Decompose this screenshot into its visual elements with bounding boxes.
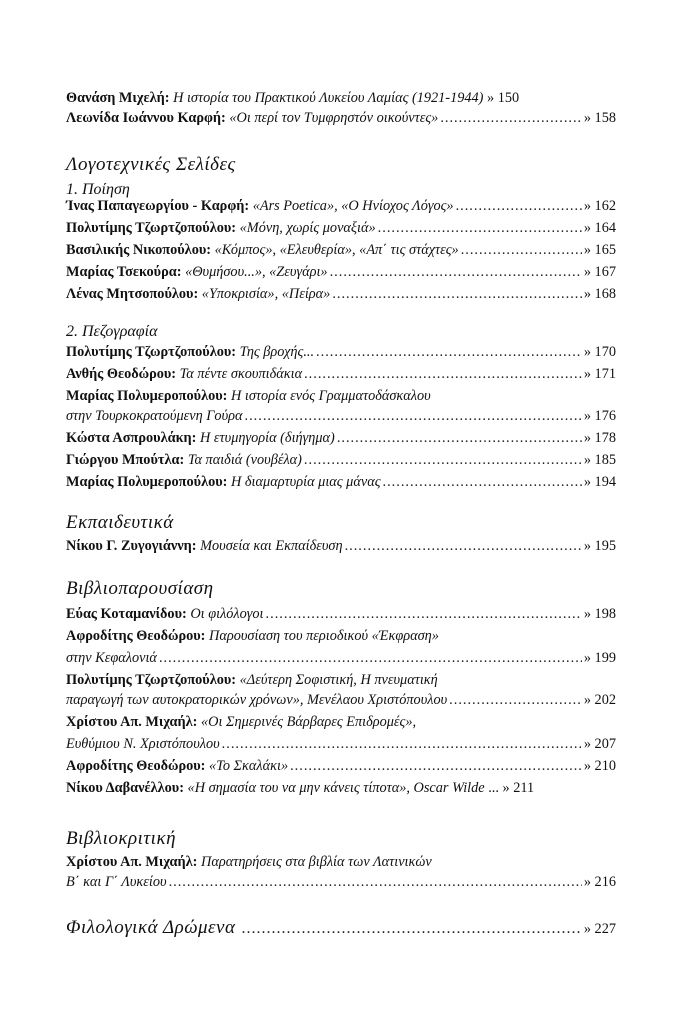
toc-entry — [66, 240, 616, 260]
entry-page: » 199 — [583, 650, 616, 666]
entry-author: Πολυτίμης Τζωρτζοπούλου: — [66, 344, 237, 360]
leader-dots — [304, 364, 582, 384]
entry-page: » 185 — [583, 452, 616, 468]
entry-page: » 171 — [583, 366, 616, 382]
toc-entry — [66, 604, 616, 624]
entry-page: » 207 — [583, 736, 616, 752]
entry-title-continuation: στην Κεφαλονιά — [66, 650, 157, 666]
toc-entry — [66, 262, 616, 282]
entry-author: Κώστα Ασπρουλάκη: — [66, 430, 197, 446]
entry-title: Η ιστορία του Πρακτικού Λυκείου Λαμίας (1921-1944) — [173, 90, 484, 106]
leader-dots — [290, 756, 582, 776]
entry-author: Μαρίας Πολυμεροπούλου: — [66, 474, 228, 490]
leader-dots — [241, 920, 581, 938]
entry-author: Λένας Μητσοπούλου: — [66, 286, 199, 302]
leader-dots — [169, 872, 582, 892]
toc-entry — [66, 756, 616, 776]
toc-entry — [66, 108, 616, 128]
toc-entry-continuation — [66, 406, 616, 426]
entry-title-continuation: Ευθύμιου Ν. Χριστόπουλου — [66, 736, 220, 752]
leader-dots — [378, 218, 582, 238]
entry-title-continuation: Β΄ και Γ΄ Λυκείου — [66, 874, 167, 890]
entry-author: Χρίστου Απ. Μιχαήλ: — [66, 854, 198, 870]
leader-dots — [337, 428, 582, 448]
toc-entry — [66, 386, 616, 406]
toc-entry — [66, 284, 616, 304]
entry-title: Μουσεία και Εκπαίδευση — [200, 538, 343, 554]
toc-entry — [66, 536, 616, 556]
toc-entry-continuation — [66, 872, 616, 892]
entry-page: » 167 — [583, 264, 616, 280]
entry-page: ... » 211 — [488, 780, 535, 796]
entry-author: Βασιλικής Νικοπούλου: — [66, 242, 212, 258]
toc-entry — [66, 218, 616, 238]
entry-title: Η ιστορία ενός Γραμματοδάσκαλου — [231, 388, 431, 404]
entry-title: Παρουσίαση του περιοδικού «Έκφραση» — [209, 628, 439, 644]
entry-title: «Το Σκαλάκι» — [209, 758, 289, 774]
leader-dots — [159, 648, 582, 668]
toc-entry — [66, 472, 616, 492]
entry-page: » 202 — [583, 692, 616, 708]
toc-entry — [66, 626, 616, 646]
entry-page: » 176 — [583, 408, 616, 424]
entry-page: » 150 — [487, 90, 520, 106]
toc-entry — [66, 196, 616, 216]
entry-author: Νίκου Γ. Ζυγογιάννη: — [66, 538, 197, 554]
entry-page: » 178 — [583, 430, 616, 446]
toc-entry-philological — [66, 917, 616, 939]
entry-page: » 162 — [583, 198, 616, 214]
leader-dots — [304, 450, 582, 470]
section-heading-education: Εκπαιδευτικά — [66, 512, 174, 533]
entry-author: Πολυτίμης Τζωρτζοπούλου: — [66, 220, 237, 236]
entry-page: » 165 — [583, 242, 616, 258]
subsection-heading-poetry: 1. Ποίηση — [66, 181, 130, 198]
entry-page: » 164 — [583, 220, 616, 236]
subsection-heading-prose: 2. Πεζογραφία — [66, 323, 158, 340]
entry-title: «Υποκρισία», «Πείρα» — [201, 286, 331, 302]
entry-title: «Η σημασία του να μην κάνεις τίποτα», Oscar Wilde — [187, 780, 485, 796]
entry-author: Πολυτίμης Τζωρτζοπούλου: — [66, 672, 237, 688]
leader-dots — [245, 406, 582, 426]
toc-entry-continuation — [66, 690, 616, 710]
leader-dots — [383, 472, 582, 492]
entry-author: Ίνας Παπαγεωργίου - Καρφή: — [66, 198, 250, 214]
entry-title: Τα πέντε σκουπιδάκια — [179, 366, 303, 382]
entry-title: «Μόνη, χωρίς μοναξιά» — [239, 220, 376, 236]
entry-page: » 216 — [583, 874, 616, 890]
entry-title-continuation: στην Τουρκοκρατούμενη Γούρα — [66, 408, 243, 424]
entry-author: Μαρίας Πολυμεροπούλου: — [66, 388, 228, 404]
section-heading-presentation: Βιβλιοπαρουσίαση — [66, 578, 214, 599]
entry-page: » 158 — [583, 110, 616, 126]
section-heading-literary: Λογοτεχνικές Σελίδες — [66, 154, 236, 175]
leader-dots — [440, 108, 582, 128]
entry-title: Οι φιλόλογοι — [190, 606, 264, 622]
toc-entry — [66, 364, 616, 384]
entry-author: Ανθής Θεοδώρου: — [66, 366, 177, 382]
leader-dots — [449, 690, 582, 710]
entry-author: Λεωνίδα Ιωάννου Καρφή: — [66, 110, 226, 126]
entry-author: Μαρίας Τσεκούρα: — [66, 264, 182, 280]
toc-entry — [66, 342, 616, 362]
entry-author: Εύας Κοταμανίδου: — [66, 606, 187, 622]
entry-title: Της βροχής... — [239, 344, 315, 360]
entry-author: Γιώργου Μπούτλα: — [66, 452, 185, 468]
entry-author: Χρίστου Απ. Μιχαήλ: — [66, 714, 198, 730]
entry-title: Η ετυμηγορία (διήγημα) — [199, 430, 335, 446]
entry-title: «Θυμήσου...», «Ζευγάρι» — [185, 264, 328, 280]
entry-title-continuation: παραγωγή των αυτοκρατορικών χρόνων», Μενέλαου Χριστόπουλου — [66, 692, 448, 708]
entry-page: » 210 — [583, 758, 616, 774]
toc-entry — [66, 712, 616, 732]
toc-entry-continuation — [66, 734, 616, 754]
entry-page: » 170 — [583, 344, 616, 360]
toc-entry — [66, 778, 616, 798]
leader-dots — [456, 196, 582, 216]
toc-entry — [66, 88, 616, 108]
section-heading-criticism: Βιβλιοκριτική — [66, 828, 176, 849]
entry-title: Η διαμαρτυρία μιας μάνας — [231, 474, 381, 490]
entry-title: Τα παιδιά (νουβέλα) — [187, 452, 302, 468]
leader-dots — [266, 604, 582, 624]
entry-page: » 194 — [583, 474, 616, 490]
leader-dots — [222, 734, 582, 754]
leader-dots — [461, 240, 582, 260]
leader-dots — [332, 284, 582, 304]
section-heading-philological: Φιλολογικά Δρώμενα — [66, 917, 236, 938]
entry-title: «Δεύτερη Σοφιστική, Η πνευματική — [239, 672, 438, 688]
entry-page: » 195 — [583, 538, 616, 554]
leader-dots — [345, 536, 582, 556]
toc-entry — [66, 852, 616, 872]
toc-entry — [66, 428, 616, 448]
entry-author: Νίκου Δαβανέλλου: — [66, 780, 184, 796]
entry-page: » 168 — [583, 286, 616, 302]
leader-dots — [316, 342, 582, 362]
entry-page: » 227 — [583, 921, 616, 937]
toc-entry — [66, 450, 616, 470]
entry-title: «Ars Poetica», «Ο Ηνίοχος Λόγος» — [252, 198, 454, 214]
entry-author: Αφροδίτης Θεοδώρου: — [66, 758, 206, 774]
entry-title: «Οι Σημερινές Βάρβαρες Επιδρομές», — [201, 714, 417, 730]
toc-entry — [66, 670, 616, 690]
entry-title: «Κόμπος», «Ελευθερία», «Απ΄ τις στάχτες» — [214, 242, 459, 258]
entry-author: Αφροδίτης Θεοδώρου: — [66, 628, 206, 644]
entry-title: «Οι περί τον Τυμφρηστόν οικούντες» — [229, 110, 439, 126]
entry-page: » 198 — [583, 606, 616, 622]
toc-entry-continuation — [66, 648, 616, 668]
leader-dots — [330, 262, 582, 282]
entry-title: Παρατηρήσεις στα βιβλία των Λατινικών — [201, 854, 432, 870]
entry-author: Θανάση Μιχελή: — [66, 90, 170, 106]
